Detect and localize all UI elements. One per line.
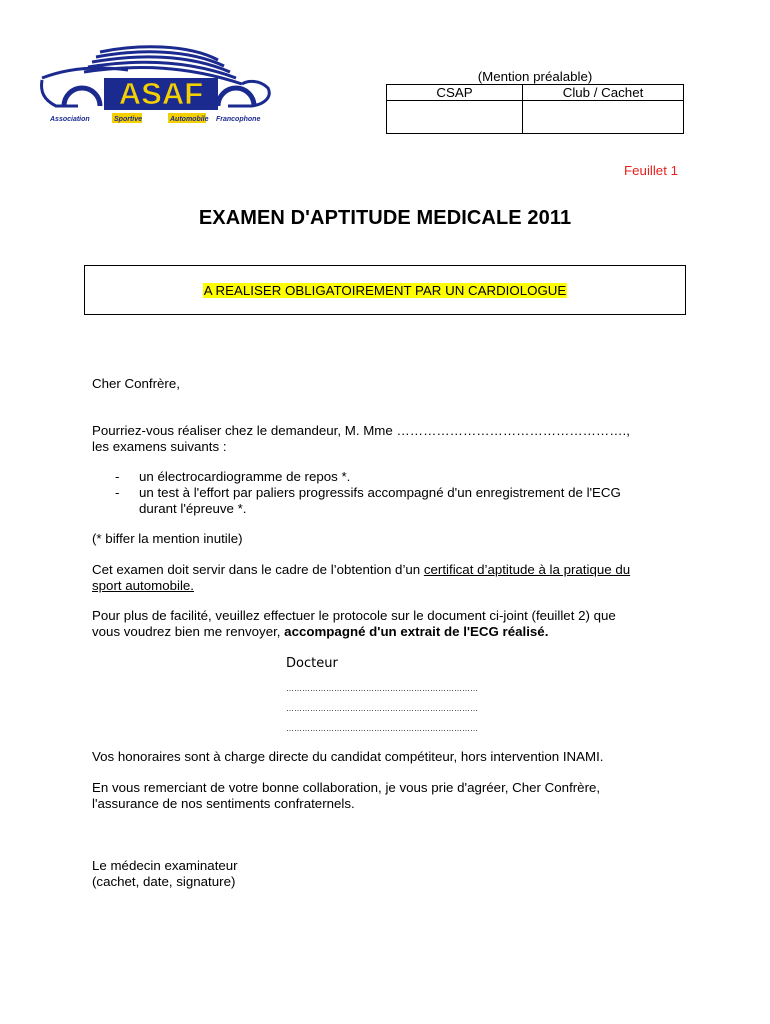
- list-bullet: -: [115, 485, 120, 500]
- table-header-row: [387, 85, 684, 101]
- protocol-line-2: [92, 624, 692, 640]
- cardiologist-notice: [85, 283, 685, 298]
- logo-text: ASAF: [118, 76, 204, 111]
- doctor-name-line[interactable]: ………………………………………………………………: [286, 684, 478, 693]
- certificate-phrase-cont: sport automobile.: [92, 578, 194, 593]
- asaf-car-logo-graphic: [38, 40, 278, 140]
- logo-tagline-automobile: Automobile: [170, 116, 209, 123]
- ecg-extract-phrase: accompagné d'un extrait de l'ECG réalisé.: [284, 624, 549, 639]
- doctor-city-line[interactable]: ………………………………………………………………: [286, 724, 478, 733]
- request-line-2: les examens suivants :: [92, 439, 227, 454]
- protocol-line-1: Pour plus de facilité, veuillez effectuer le protocole sur le document ci-joint (feuillet 2) que: [92, 608, 616, 623]
- list-item: [92, 469, 692, 485]
- list-item-text: un électrocardiogramme de repos *.: [139, 469, 351, 484]
- docteur-label: Docteur: [286, 656, 338, 671]
- doctor-address-line[interactable]: ………………………………………………………………: [286, 704, 478, 713]
- closing-line-2: l'assurance de nos sentiments confraternels.: [92, 796, 355, 811]
- cardiologist-notice-box: [84, 265, 686, 315]
- footnote-biffer: (* biffer la mention inutile): [92, 531, 243, 546]
- list-item-text-cont: durant l'épreuve *.: [139, 501, 247, 516]
- asaf-logo: [38, 40, 278, 140]
- club-cachet-header: Club / Cachet: [523, 85, 684, 101]
- logo-tagline-sportive: Sportive: [114, 116, 143, 123]
- list-item: [92, 485, 692, 517]
- cardiologist-notice-text: A REALISER OBLIGATOIREMENT PAR UN CARDIOLOGUE: [203, 283, 567, 298]
- protocol-text: vous voudrez bien me renvoyer,: [92, 624, 285, 639]
- table-body-row: [387, 101, 684, 134]
- salutation: Cher Confrère,: [92, 376, 180, 391]
- certificate-phrase: certificat d’aptitude à la pratique du: [423, 562, 631, 577]
- purpose-line-1: [92, 562, 692, 578]
- csap-field[interactable]: [387, 101, 523, 134]
- logo-tagline-francophone: Francophone: [216, 116, 261, 123]
- sheet-number: Feuillet 1: [624, 163, 678, 178]
- csap-header: CSAP: [387, 85, 523, 101]
- csap-club-table: [386, 84, 684, 134]
- request-line-1: Pourriez-vous réaliser chez le demandeur, M. Mme …………………………………………….,: [92, 423, 630, 438]
- list-bullet: -: [115, 469, 120, 484]
- mention-prealable: (Mention préalable): [477, 69, 593, 84]
- fees-notice: Vos honoraires sont à charge directe du candidat compétiteur, hors intervention INAMI.: [92, 749, 604, 764]
- list-item-text: un test à l'effort par paliers progressifs accompagné d'un enregistrement de l'ECG: [139, 485, 621, 500]
- document-title: EXAMEN D'APTITUDE MEDICALE 2011: [198, 207, 572, 229]
- signer-instructions: (cachet, date, signature): [92, 874, 236, 889]
- signer-title: Le médecin examinateur: [92, 858, 238, 873]
- club-cachet-field[interactable]: [523, 101, 684, 134]
- closing-line-1: En vous remerciant de votre bonne collaboration, je vous prie d'agréer, Cher Confrère,: [92, 780, 601, 795]
- logo-tagline-association: Association: [50, 116, 90, 123]
- purpose-text: Cet examen doit servir dans le cadre de l’obtention d’un: [92, 562, 424, 577]
